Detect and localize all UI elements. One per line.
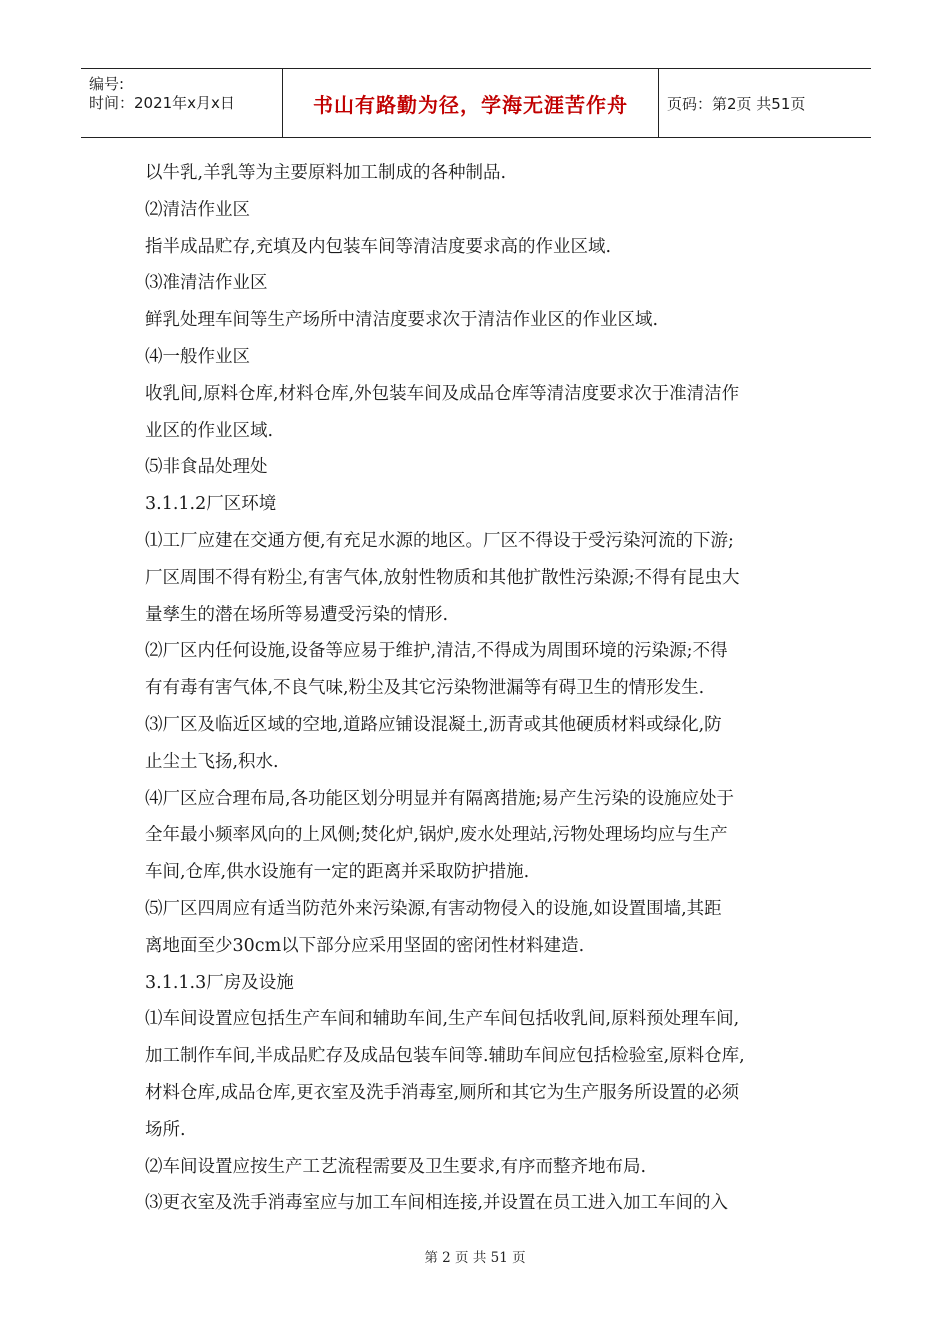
header-meta (81, 69, 281, 137)
text-line: 3.1.1.3厂房及设施 (145, 972, 294, 993)
text-line: ⑵厂区内任何设施,设备等应易于维护,清洁,不得成为周围环境的污染源;不得 (145, 641, 728, 662)
text-line: ⑷一般作业区 (145, 346, 250, 367)
text-line: 业区的作业区域. (145, 420, 274, 441)
text-line: ⑶更衣室及洗手消毒室应与加工车间相连接,并设置在员工进入加工车间的入 (145, 1193, 729, 1214)
text-line: ⑵清洁作业区 (145, 199, 250, 220)
text-line: 收乳间,原料仓库,材料仓库,外包装车间及成品仓库等清洁度要求次于准清洁作 (145, 383, 740, 404)
text-line: ⑸非食品处理处 (145, 457, 268, 478)
time-label: 时间：2021年x月x日 (89, 94, 235, 112)
text-line: 3.1.1.2厂区环境 (145, 494, 277, 515)
text-line: 鲜乳处理车间等生产场所中清洁度要求次于清洁作业区的作业区域. (145, 310, 659, 331)
text-line: ⑴工厂应建在交通方便,有充足水源的地区。厂区不得设于受污染河流的下游; (145, 530, 734, 551)
text-line: 加工制作车间,半成品贮存及成品包装车间等.辅助车间应包括检验室,原料仓库, (145, 1046, 745, 1067)
text-line: ⑸厂区四周应有适当防范外来污染源,有害动物侵入的设施,如设置围墙,其距 (145, 898, 722, 919)
header-page-info: 页码：第2页 共51页 (667, 94, 806, 113)
text-line: 以牛乳,羊乳等为主要原料加工制成的各种制品. (145, 163, 507, 183)
text-line: ⑴车间设置应包括生产车间和辅助车间,生产车间包括收乳间,原料预处理车间, (145, 1009, 740, 1030)
document-body (145, 155, 825, 1222)
text-line: 车间,仓库,供水设施有一定的距离并采取防护措施. (145, 862, 530, 883)
text-line: 场所. (145, 1119, 186, 1140)
text-line: ⑶准清洁作业区 (145, 273, 268, 294)
text-line: 离地面至少30cm以下部分应采用坚固的密闭性材料建造. (145, 935, 585, 956)
text-line: 指半成品贮存,充填及内包装车间等清洁度要求高的作业区域. (145, 236, 612, 257)
page-footer: 第 2 页 共 51 页 (424, 1250, 526, 1266)
text-line: ⑷厂区应合理布局,各功能区划分明显并有隔离措施;易产生污染的设施应处于 (145, 788, 734, 809)
text-line: 全年最小频率风向的上风侧;焚化炉,锅炉,废水处理站,污物处理场均应与生产 (145, 825, 728, 846)
page-header (81, 68, 871, 138)
text-line: 有有毒有害气体,不良气味,粉尘及其它污染物泄漏等有碍卫生的情形发生. (145, 678, 705, 699)
text-line: 材料仓库,成品仓库,更衣室及洗手消毒室,厕所和其它为生产服务所设置的必须 (145, 1082, 740, 1103)
text-line: 量孳生的潜在场所等易遭受污染的情形. (145, 604, 449, 625)
header-motto: 书山有路勤为径，学海无涯苦作舟 (282, 69, 659, 137)
number-label: 编号: (89, 75, 125, 93)
text-line: ⑶厂区及临近区域的空地,道路应铺设混凝土,沥青或其他硬质材料或绿化,防 (145, 714, 722, 735)
text-line: 厂区周围不得有粉尘,有害气体,放射性物质和其他扩散性污染源;不得有昆虫大 (145, 567, 740, 588)
text-line: ⑵车间设置应按生产工艺流程需要及卫生要求,有序而整齐地布局. (145, 1156, 647, 1177)
text-line: 止尘土飞扬,积水. (145, 751, 279, 772)
